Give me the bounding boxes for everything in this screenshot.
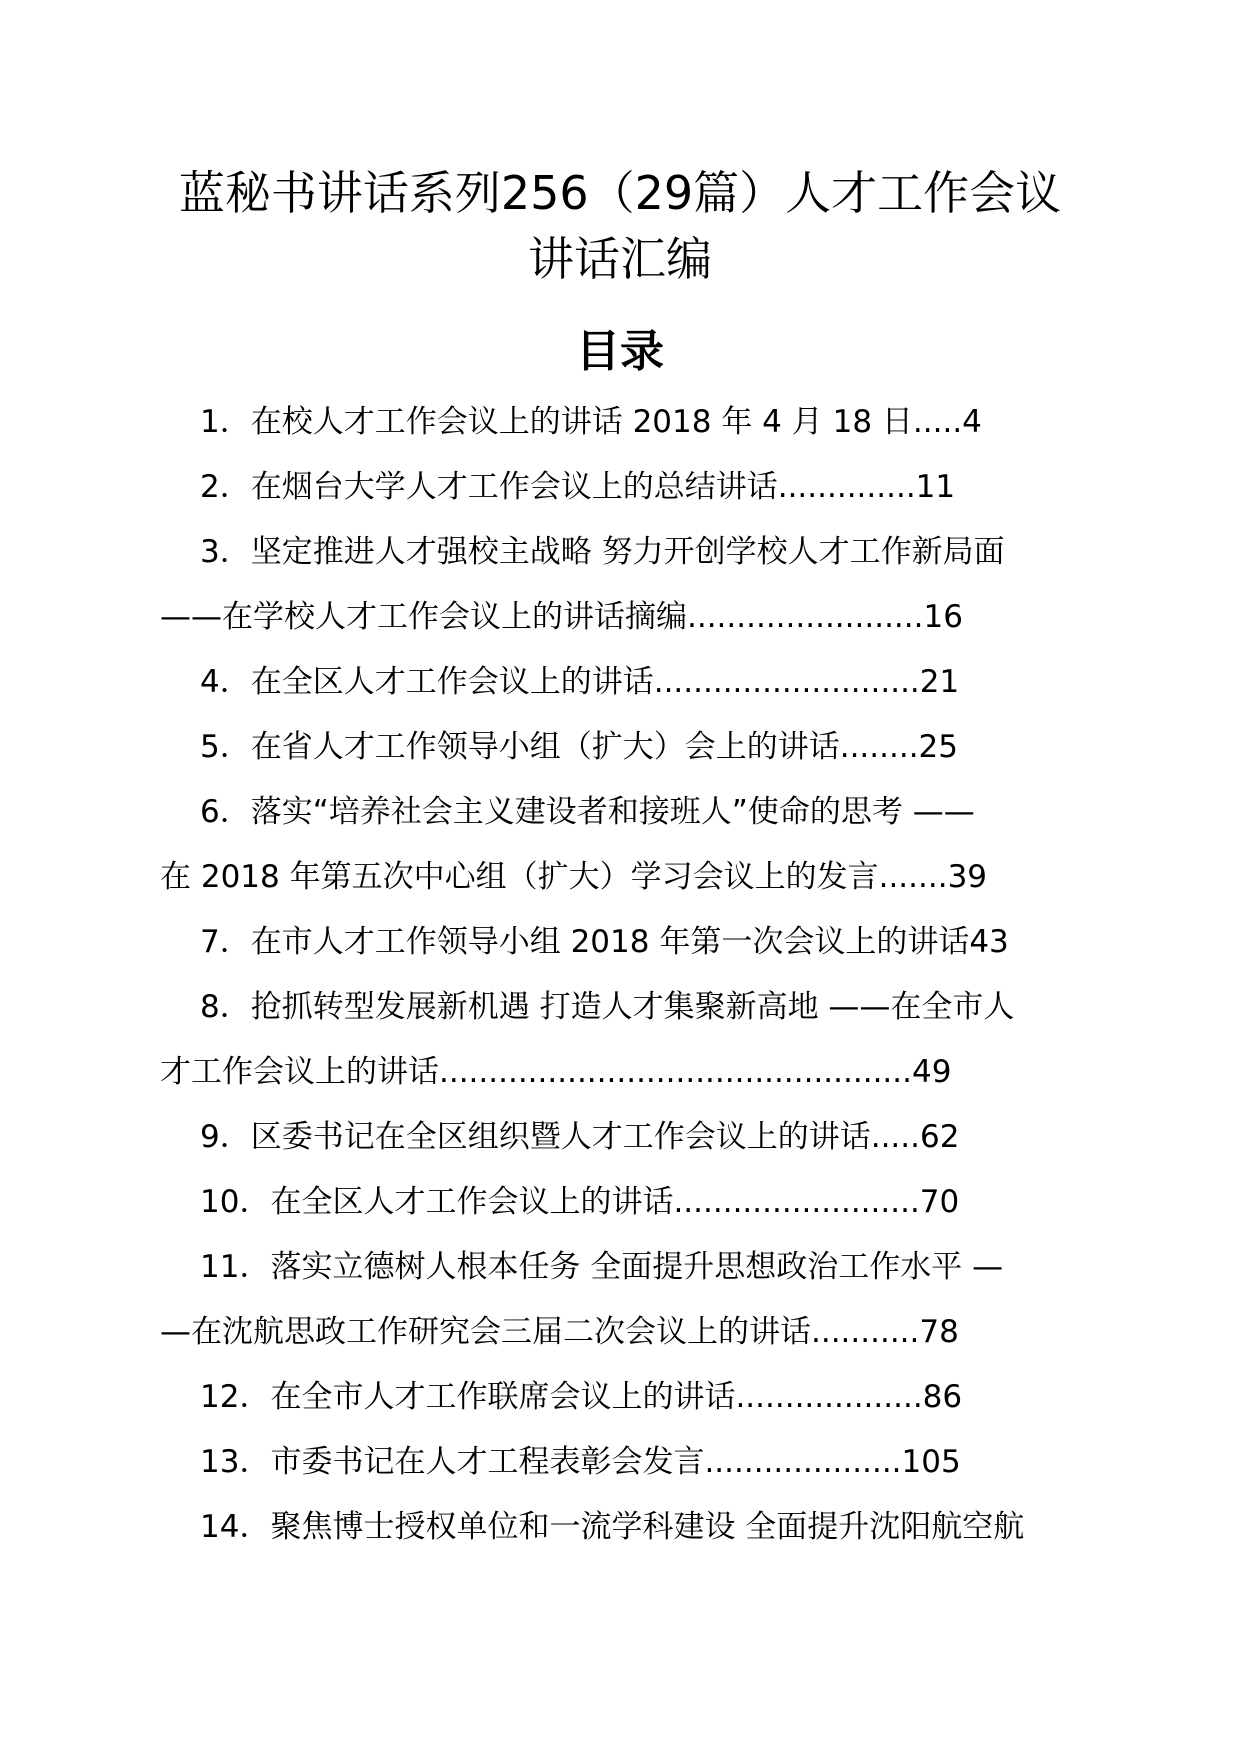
document-title-line-2: 讲话汇编 xyxy=(528,232,712,286)
toc-entry: 10．在全区人才工作会议上的讲话.........................70 xyxy=(200,1184,960,1220)
toc-entry-continuation: 才工作会议上的讲话................................................49 xyxy=(160,1054,952,1090)
toc-heading: 目录 xyxy=(576,326,664,377)
toc-entry: 14．聚焦博士授权单位和一流学科建设 全面提升沈阳航空航 xyxy=(200,1509,1025,1545)
toc-entry: 4．在全区人才工作会议上的讲话...........................21 xyxy=(200,664,960,700)
toc-entry: 1．在校人才工作会议上的讲话 2018 年 4 月 18 日.....4 xyxy=(200,404,982,440)
toc-entry: 3．坚定推进人才强校主战略 努力开创学校人才工作新局面 xyxy=(200,534,1005,570)
toc-entry: 13．市委书记在人才工程表彰会发言....................105 xyxy=(200,1444,961,1480)
toc-entry: 9．区委书记在全区组织暨人才工作会议上的讲话.....62 xyxy=(200,1119,960,1155)
toc-entry: 8．抢抓转型发展新机遇 打造人才集聚新高地 ——在全市人 xyxy=(200,989,1015,1025)
toc-entry: 11．落实立德树人根本任务 全面提升思想政治工作水平 — xyxy=(200,1249,1004,1285)
toc-entry-continuation: 在 2018 年第五次中心组（扩大）学习会议上的发言.......39 xyxy=(160,859,988,895)
toc-entry: 2．在烟台大学人才工作会议上的总结讲话..............11 xyxy=(200,469,956,505)
document-title xyxy=(140,160,1100,292)
document-title-line-1: 蓝秘书讲话系列256（29篇）人才工作会议 xyxy=(178,166,1062,220)
toc-entry: 6．落实“培养社会主义建设者和接班人”使命的思考 —— xyxy=(200,794,975,830)
toc-entry-continuation: —在沈航思政工作研究会三届二次会议上的讲话...........78 xyxy=(160,1314,959,1350)
toc-entry: 5．在省人才工作领导小组（扩大）会上的讲话........25 xyxy=(200,729,958,765)
toc-entry: 12．在全市人才工作联席会议上的讲话...................86 xyxy=(200,1379,963,1415)
toc-entry-continuation: ——在学校人才工作会议上的讲话摘编........................16 xyxy=(160,599,963,635)
table-of-contents xyxy=(160,390,1090,1560)
toc-entry: 7．在市人才工作领导小组 2018 年第一次会议上的讲话43 xyxy=(200,924,1009,960)
